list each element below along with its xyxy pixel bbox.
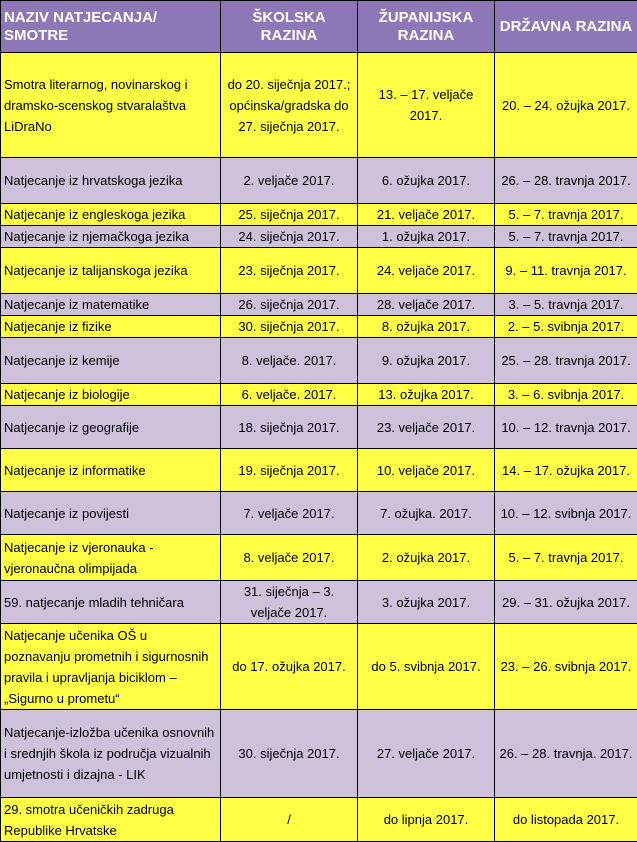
cell-name: Natjecanje iz engleskoga jezika bbox=[1, 204, 221, 226]
cell-name: Natjecanje iz njemačkoga jezika bbox=[1, 226, 221, 248]
cell-county: 13. ožujka 2017. bbox=[358, 384, 495, 406]
cell-state: 10. – 12. svibnja 2017. bbox=[495, 492, 637, 535]
cell-state: 9. – 11. travnja 2017. bbox=[495, 248, 637, 294]
table-row bbox=[1, 581, 637, 624]
cell-school: 6. veljače. 2017. bbox=[221, 384, 358, 406]
cell-state: 3. – 5. travnja 2017. bbox=[495, 294, 637, 316]
cell-school: 31. siječnja – 3. veljače 2017. bbox=[221, 581, 358, 624]
cell-county: 23. veljače 2017. bbox=[358, 406, 495, 449]
table-row bbox=[1, 248, 637, 294]
table-header-row bbox=[1, 1, 637, 53]
table-row bbox=[1, 710, 637, 798]
cell-state: 5. – 7. travnja 2017. bbox=[495, 535, 637, 581]
table-row bbox=[1, 535, 637, 581]
cell-county: do 5. svibnja 2017. bbox=[358, 624, 495, 710]
table-row bbox=[1, 406, 637, 449]
table-row bbox=[1, 226, 637, 248]
table-row bbox=[1, 53, 637, 158]
cell-county: 6. ožujka 2017. bbox=[358, 158, 495, 204]
cell-state: 2. – 5. svibnja 2017. bbox=[495, 316, 637, 338]
cell-school: do 20. siječnja 2017.; općinska/gradska do 27. siječnja 2017. bbox=[221, 53, 358, 158]
cell-county: 2. ožujka 2017. bbox=[358, 535, 495, 581]
cell-county: 10. veljače 2017. bbox=[358, 449, 495, 492]
cell-name: Natjecanje iz geografije bbox=[1, 406, 221, 449]
cell-state: 26. – 28. travnja 2017. bbox=[495, 158, 637, 204]
cell-name: Natjecanje iz informatike bbox=[1, 449, 221, 492]
cell-state: 3. – 6. svibnja 2017. bbox=[495, 384, 637, 406]
cell-county: 28. veljače 2017. bbox=[358, 294, 495, 316]
cell-name: Natjecanje iz fizike bbox=[1, 316, 221, 338]
cell-name: Natjecanje iz talijanskoga jezika bbox=[1, 248, 221, 294]
cell-name: Natjecanje iz hrvatskoga jezika bbox=[1, 158, 221, 204]
cell-school: 30. siječnja 2017. bbox=[221, 710, 358, 798]
cell-county: 7. ožujka. 2017. bbox=[358, 492, 495, 535]
cell-name: Natjecanje iz vjeronauka - vjeronaučna olimpijada bbox=[1, 535, 221, 581]
table-row bbox=[1, 204, 637, 226]
cell-name: Natjecanje iz matematike bbox=[1, 294, 221, 316]
cell-name: Smotra literarnog, novinarskog i dramsko-scenskog stvaralaštva LiDraNo bbox=[1, 53, 221, 158]
cell-name: 59. natjecanje mladih tehničara bbox=[1, 581, 221, 624]
cell-name: Natjecanje-izložba učenika osnovnih i srednjih škola iz područja vizualnih umjetnosti i dizajna - LIK bbox=[1, 710, 221, 798]
cell-state: 23. – 26. svibnja 2017. bbox=[495, 624, 637, 710]
cell-state: do listopada 2017. bbox=[495, 798, 637, 842]
cell-school: 26. siječnja 2017. bbox=[221, 294, 358, 316]
cell-name: Natjecanje učenika OŠ u poznavanju prometnih i sigurnosnih pravila i upravljanja biciklom – „Sigurno u prometu“ bbox=[1, 624, 221, 710]
table-row bbox=[1, 384, 637, 406]
cell-name: Natjecanje iz biologije bbox=[1, 384, 221, 406]
table-row bbox=[1, 294, 637, 316]
header-state-level: DRŽAVNA RAZINA bbox=[495, 1, 637, 53]
cell-school: 8. veljače. 2017. bbox=[221, 338, 358, 384]
cell-county: 24. veljače 2017. bbox=[358, 248, 495, 294]
cell-school: 23. siječnja 2017. bbox=[221, 248, 358, 294]
header-school-level: ŠKOLSKA RAZINA bbox=[221, 1, 358, 53]
cell-state: 5. – 7. travnja 2017. bbox=[495, 204, 637, 226]
header-county-level: ŽUPANIJSKA RAZINA bbox=[358, 1, 495, 53]
cell-county: 9. ožujka 2017. bbox=[358, 338, 495, 384]
cell-state: 25. – 28. travnja 2017. bbox=[495, 338, 637, 384]
table-row bbox=[1, 624, 637, 710]
cell-school: 8. veljače 2017. bbox=[221, 535, 358, 581]
cell-school: 2. veljače 2017. bbox=[221, 158, 358, 204]
cell-state: 26. – 28. travnja. 2017. bbox=[495, 710, 637, 798]
table-row bbox=[1, 798, 637, 842]
cell-name: Natjecanje iz kemije bbox=[1, 338, 221, 384]
table-row bbox=[1, 316, 637, 338]
cell-state: 14. – 17. ožujka 2017. bbox=[495, 449, 637, 492]
cell-school: do 17. ožujka 2017. bbox=[221, 624, 358, 710]
cell-county: 27. veljače 2017. bbox=[358, 710, 495, 798]
cell-county: 8. ožujka 2017. bbox=[358, 316, 495, 338]
cell-county: 13. – 17. veljače 2017. bbox=[358, 53, 495, 158]
cell-state: 29. – 31. ožujka 2017. bbox=[495, 581, 637, 624]
cell-state: 10. – 12. travnja 2017. bbox=[495, 406, 637, 449]
cell-school: 25. siječnja 2017. bbox=[221, 204, 358, 226]
cell-county: 1. ožujka 2017. bbox=[358, 226, 495, 248]
cell-school: 19. siječnja 2017. bbox=[221, 449, 358, 492]
table-row bbox=[1, 338, 637, 384]
cell-school: 24. siječnja 2017. bbox=[221, 226, 358, 248]
cell-state: 5. – 7. travnja 2017. bbox=[495, 226, 637, 248]
table-row bbox=[1, 449, 637, 492]
cell-county: 21. veljače 2017. bbox=[358, 204, 495, 226]
cell-school: / bbox=[221, 798, 358, 842]
header-competition-name: NAZIV NATJECANJA/ SMOTRE bbox=[1, 1, 221, 53]
cell-name: 29. smotra učeničkih zadruga Republike Hrvatske bbox=[1, 798, 221, 842]
cell-name: Natjecanje iz povijesti bbox=[1, 492, 221, 535]
cell-school: 30. siječnja 2017. bbox=[221, 316, 358, 338]
cell-state: 20. – 24. ožujka 2017. bbox=[495, 53, 637, 158]
cell-county: do lipnja 2017. bbox=[358, 798, 495, 842]
table-row bbox=[1, 492, 637, 535]
cell-school: 18. siječnja 2017. bbox=[221, 406, 358, 449]
table-row bbox=[1, 158, 637, 204]
cell-school: 7. veljače 2017. bbox=[221, 492, 358, 535]
cell-county: 3. ožujka 2017. bbox=[358, 581, 495, 624]
